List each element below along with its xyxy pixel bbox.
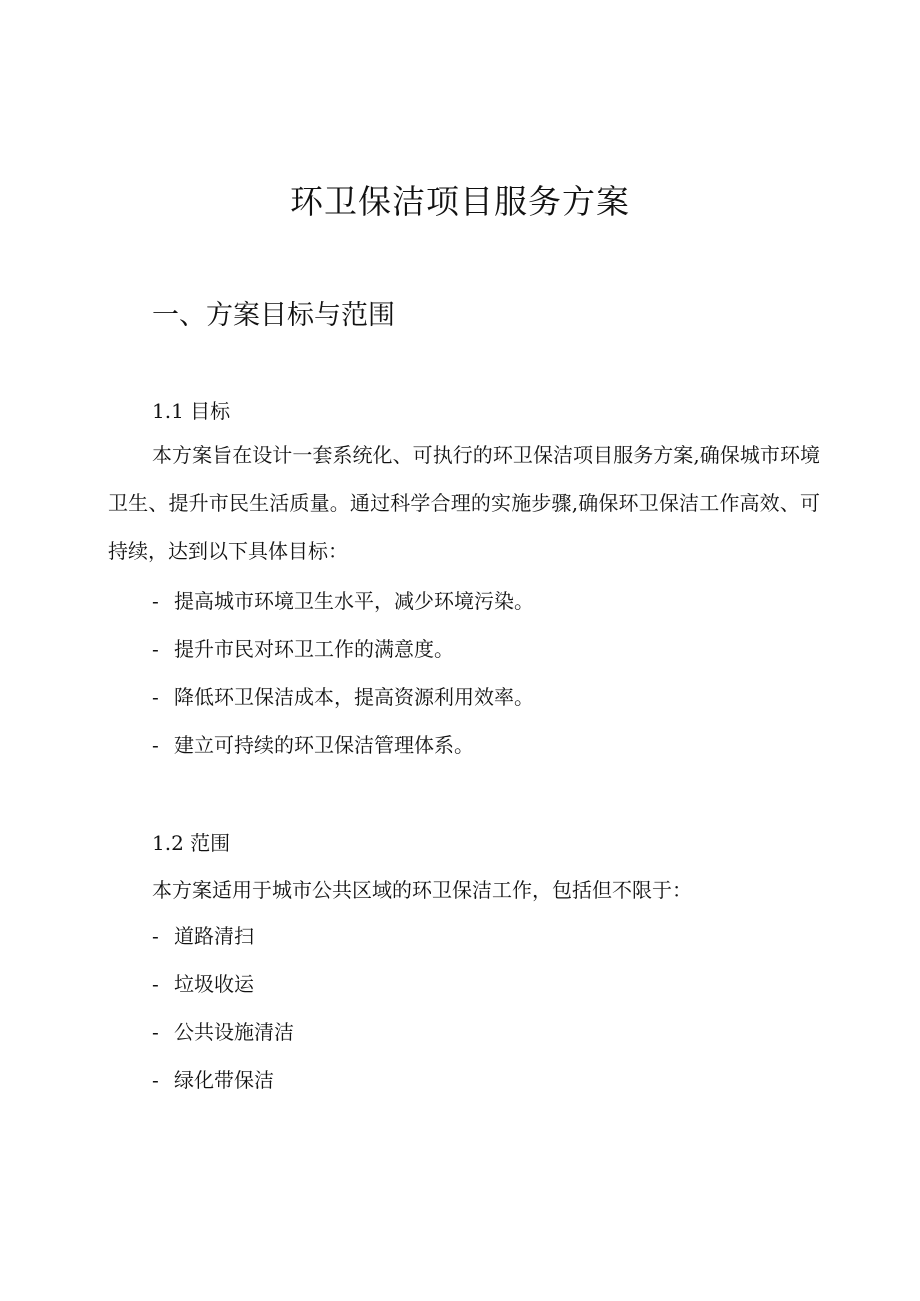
list-item [152,1008,294,1056]
list-item [152,577,534,625]
scope-paragraph: 本方案适用于城市公共区域的环卫保洁工作，包括但不限于： [152,878,692,902]
list-item [152,673,534,721]
bullet-dash: - [152,924,159,948]
list-item-text: 提升市民对环卫工作的满意度。 [174,637,454,661]
bullet-dash: - [152,733,159,757]
scope-list [152,912,294,1104]
list-item-text: 建立可持续的环卫保洁管理体系。 [174,733,474,757]
list-item-text: 垃圾收运 [174,972,254,996]
subsection-heading-scope: 1.2 范围 [152,831,231,855]
list-item-text: 降低环卫保洁成本，提高资源利用效率。 [174,685,534,709]
subsection-heading-goals: 1.1 目标 [152,399,231,423]
list-item-text: 提高城市环境卫生水平，减少环境污染。 [174,589,534,613]
section-heading-goals-scope: 一、方案目标与范围 [152,300,395,331]
goals-list [152,577,534,769]
bullet-dash: - [152,1068,159,1092]
list-item-text: 公共设施清洁 [174,1020,294,1044]
list-item [152,721,534,769]
list-item-text: 绿化带保洁 [174,1068,274,1092]
document-title: 环卫保洁项目服务方案 [290,182,630,221]
bullet-dash: - [152,685,159,709]
goals-paragraph: 本方案旨在设计一套系统化、可执行的环卫保洁项目服务方案,确保城市环境卫生、提升市民生活质量。通过科学合理的实施步骤,确保环卫保洁工作高效、可持续，达到以下具体目标： [108,443,820,563]
bullet-dash: - [152,972,159,996]
list-item-text: 道路清扫 [174,924,254,948]
list-item [152,912,294,960]
bullet-dash: - [152,1020,159,1044]
list-item [152,960,294,1008]
bullet-dash: - [152,637,159,661]
bullet-dash: - [152,589,159,613]
list-item [152,625,534,673]
list-item [152,1056,294,1104]
